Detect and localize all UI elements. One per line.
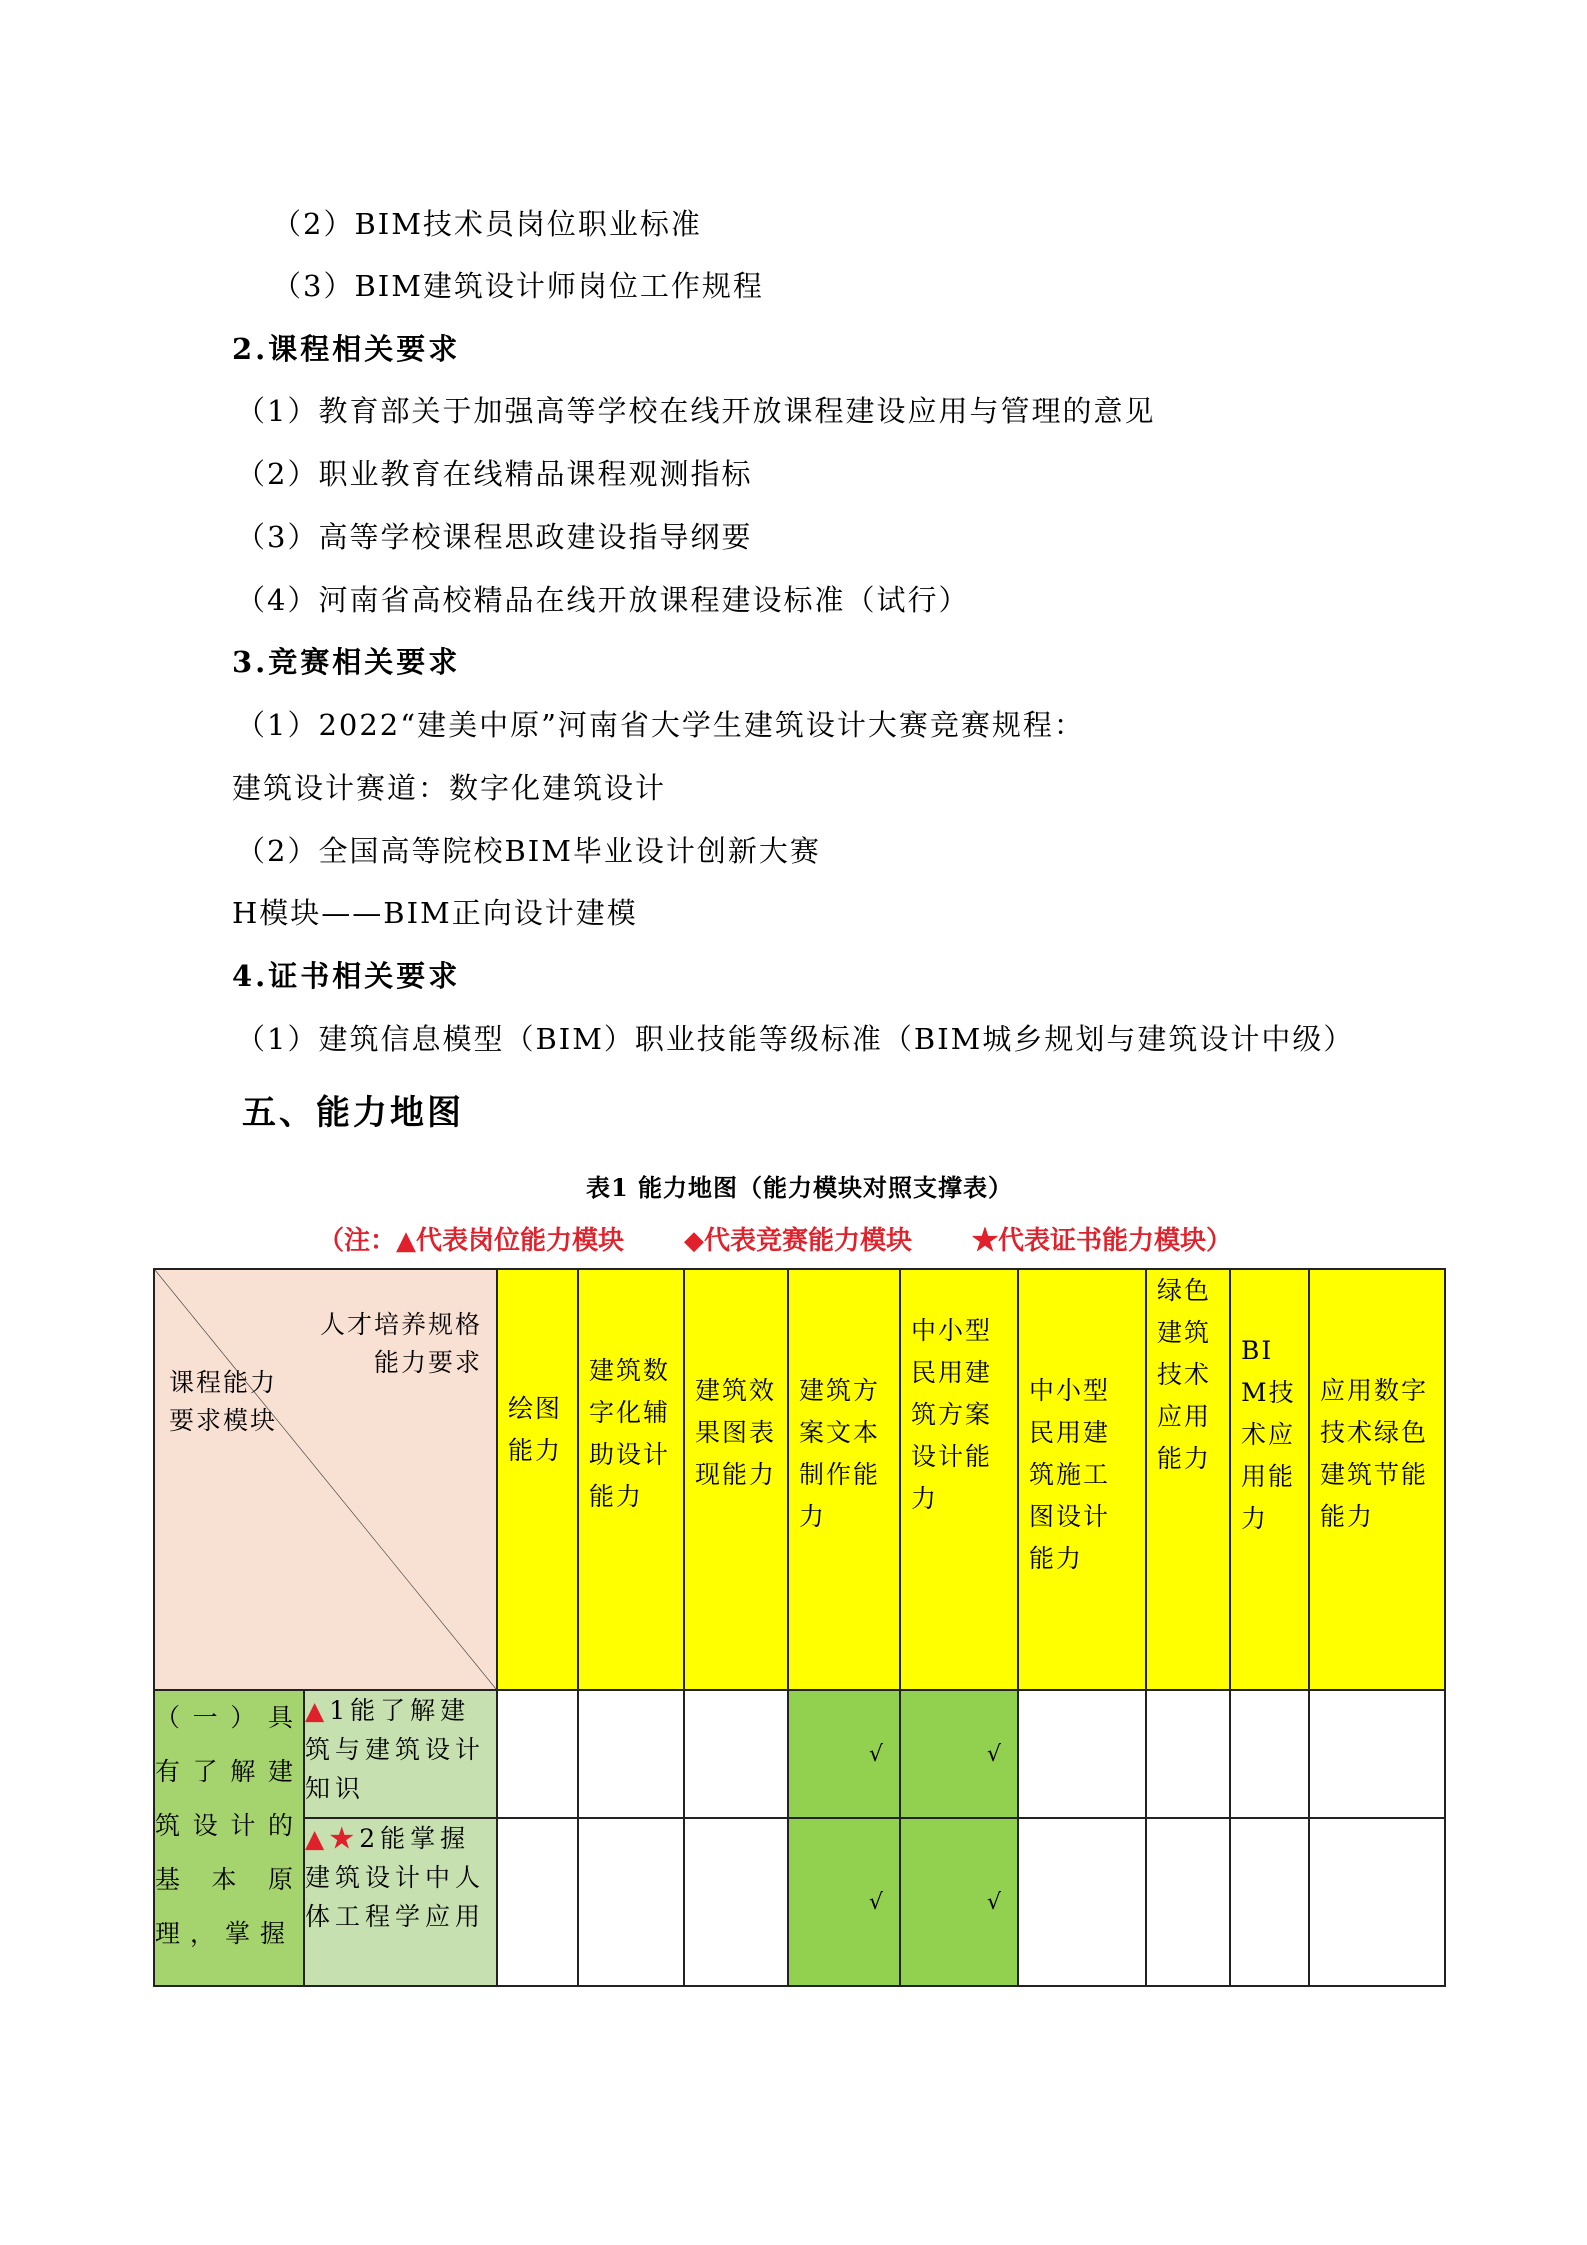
subheading-certificate: 4.证书相关要求: [232, 959, 461, 993]
row-label-cell: [304, 1818, 497, 1986]
ability-map-table: [153, 1268, 1446, 1987]
text-line: （3）高等学校课程思政建设指导纲要: [236, 520, 753, 554]
table-row: [154, 1818, 1445, 1986]
text-line: 建筑设计赛道：数字化建筑设计: [232, 771, 667, 805]
corner-header-cell: [154, 1269, 497, 1690]
check-cell: [497, 1690, 578, 1818]
text-line: （1）建筑信息模型（BIM）职业技能等级标准（BIM城乡规划与建筑设计中级）: [236, 1022, 1355, 1056]
note-job: （注：▲代表岗位能力模块: [318, 1226, 624, 1256]
subheading-course: 2.课程相关要求: [232, 332, 461, 366]
job-marker-icon: ▲: [305, 1696, 330, 1725]
module-cell: （一）具有了解建筑设计的基本原理，掌握: [154, 1690, 304, 1986]
check-cell: √: [788, 1818, 900, 1986]
text-line: （2）全国高等院校BIM毕业设计创新大赛: [236, 834, 821, 868]
text-line: （4）河南省高校精品在线开放课程建设标准（试行）: [236, 583, 970, 617]
corner-bottom-label: 课程能力要求模块: [169, 1368, 278, 1435]
text-line: （2）BIM技术员岗位职业标准: [272, 207, 702, 241]
check-cell: [1230, 1818, 1309, 1986]
table-caption: 表1 能力地图（能力模块对照支撑表）: [586, 1173, 1014, 1202]
check-cell: [1146, 1818, 1230, 1986]
check-cell: [684, 1690, 788, 1818]
row-label-cell: [304, 1690, 497, 1818]
column-header: 建筑效果图表现能力: [684, 1269, 788, 1690]
table-header-row: [154, 1269, 1445, 1690]
check-cell: [684, 1818, 788, 1986]
column-header: 应用数字技术绿色建筑节能能力: [1309, 1269, 1445, 1690]
check-cell: [1230, 1690, 1309, 1818]
note-certificate: ★代表证书能力模块）: [972, 1226, 1233, 1256]
check-cell: [1309, 1690, 1445, 1818]
text-line: （1）2022“建美中原”河南省大学生建筑设计大赛竞赛规程：: [236, 708, 1085, 742]
note-competition: ◆代表竞赛能力模块: [684, 1226, 912, 1256]
column-header: 中小型民用建筑施工图设计能力: [1018, 1269, 1146, 1690]
check-cell: [1018, 1818, 1146, 1986]
corner-top-label: 人才培养规格能力要求: [319, 1310, 482, 1377]
subheading-competition: 3.竞赛相关要求: [232, 645, 461, 679]
column-header: 中小型民用建筑方案设计能力: [900, 1269, 1018, 1690]
column-header: 绿色建筑技术应用能力: [1146, 1269, 1230, 1690]
text-line: （3）BIM建筑设计师岗位工作规程: [272, 269, 764, 303]
text-line: （1）教育部关于加强高等学校在线开放课程建设应用与管理的意见: [236, 394, 1156, 428]
section-title: 五、能力地图: [242, 1093, 464, 1133]
check-cell: [1309, 1818, 1445, 1986]
column-header: 绘图能力: [497, 1269, 578, 1690]
check-cell: [1146, 1690, 1230, 1818]
row-label: 1能了解建筑与建筑设计知识: [305, 1696, 486, 1803]
row-label: 2能掌握建筑设计中人体工程学应用: [305, 1824, 486, 1931]
column-header: 建筑数字化辅助设计能力: [578, 1269, 684, 1690]
check-cell: [1018, 1690, 1146, 1818]
check-cell: √: [900, 1690, 1018, 1818]
text-line: H模块——BIM正向设计建模: [232, 896, 638, 930]
column-header: BIM技术应用能力: [1230, 1269, 1309, 1690]
check-cell: [578, 1690, 684, 1818]
text-line: （2）职业教育在线精品课程观测指标: [236, 457, 753, 491]
check-cell: √: [788, 1690, 900, 1818]
column-header: 建筑方案文本制作能力: [788, 1269, 900, 1690]
check-cell: [497, 1818, 578, 1986]
check-cell: [578, 1818, 684, 1986]
table-note: [318, 1225, 1232, 1257]
table-row: [154, 1690, 1445, 1818]
job-cert-marker-icon: ▲★: [305, 1824, 360, 1853]
check-cell: √: [900, 1818, 1018, 1986]
